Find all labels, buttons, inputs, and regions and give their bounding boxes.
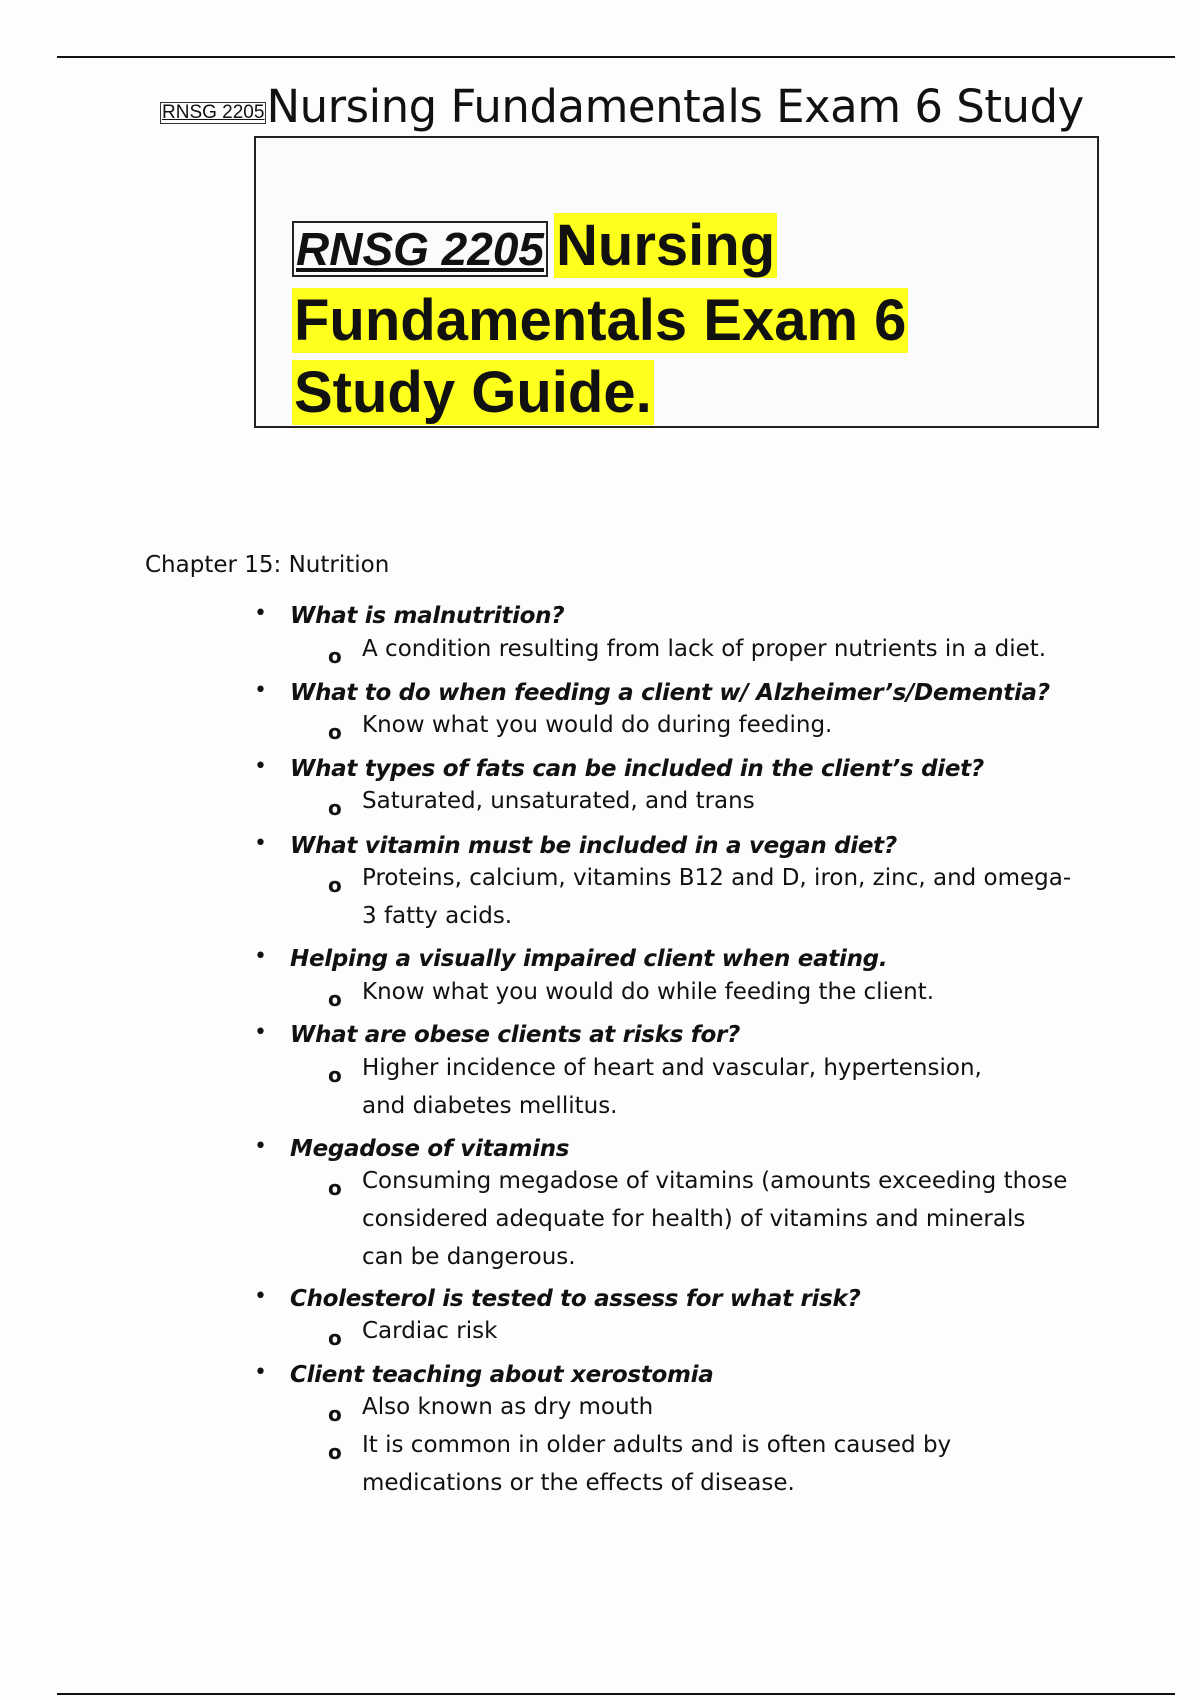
answer-text: Also known as dry mouth	[362, 1394, 654, 1420]
study-guide-title	[292, 210, 1082, 429]
question-text: Cholesterol is tested to assess for what risk?	[290, 1286, 861, 1312]
answer-text: Proteins, calcium, vitamins B12 and D, iron, zinc, and omega-	[362, 865, 1072, 891]
answer-bullet: o	[328, 1176, 342, 1200]
answer-text: It is common in older adults and is often caused by	[362, 1432, 952, 1458]
question-bullet: •	[254, 1360, 267, 1385]
answer-bullet: o	[328, 987, 342, 1011]
answer-bullet: o	[328, 720, 342, 744]
answer-text: Know what you would do during feeding.	[362, 712, 833, 738]
title-box	[254, 136, 1099, 428]
title-line-2: Fundamentals Exam 6	[294, 288, 907, 353]
question-text: Client teaching about xerostomia	[290, 1362, 714, 1388]
answer-bullet: o	[328, 796, 342, 820]
question-bullet: •	[254, 1020, 267, 1045]
question-bullet: •	[254, 944, 267, 969]
answer-text: and diabetes mellitus.	[362, 1093, 618, 1119]
answer-bullet: o	[328, 873, 342, 897]
header-course-code: RNSG 2205	[162, 102, 265, 123]
question-bullet: •	[254, 754, 267, 779]
question-bullet: •	[254, 831, 267, 856]
top-rule	[57, 56, 1175, 58]
answer-text: considered adequate for health) of vitamins and minerals	[362, 1206, 1026, 1232]
document-header	[160, 80, 1160, 133]
question-bullet: •	[254, 678, 267, 703]
question-bullet: •	[254, 601, 267, 626]
question-text: What vitamin must be included in a vegan diet?	[290, 833, 897, 859]
answer-text: Higher incidence of heart and vascular, hypertension,	[362, 1055, 982, 1081]
chapter-heading: Chapter 15: Nutrition	[145, 552, 390, 578]
question-text: Megadose of vitamins	[290, 1136, 570, 1162]
answer-text: Know what you would do while feeding the client.	[362, 979, 935, 1005]
answer-text: Saturated, unsaturated, and trans	[362, 788, 755, 814]
answer-bullet: o	[328, 1326, 342, 1350]
answer-bullet: o	[328, 1063, 342, 1087]
answer-bullet: o	[328, 644, 342, 668]
question-text: What types of fats can be included in the client’s diet?	[290, 756, 984, 782]
answer-text: can be dangerous.	[362, 1244, 576, 1270]
question-bullet: •	[254, 1134, 267, 1159]
answer-bullet: o	[328, 1440, 342, 1464]
question-text: What to do when feeding a client w/ Alzheimer’s/Dementia?	[290, 680, 1050, 706]
answer-text: A condition resulting from lack of proper nutrients in a diet.	[362, 636, 1047, 662]
question-text: What are obese clients at risks for?	[290, 1022, 741, 1048]
title-line-1: Nursing	[556, 213, 776, 278]
title-line-3: Study Guide.	[294, 360, 652, 425]
bottom-rule	[57, 1693, 1175, 1695]
header-title: Nursing Fundamentals Exam 6 Study	[266, 80, 1084, 133]
answer-text: Cardiac risk	[362, 1318, 498, 1344]
answer-text: 3 fatty acids.	[362, 903, 513, 929]
question-bullet: •	[254, 1284, 267, 1309]
question-text: What is malnutrition?	[290, 603, 565, 629]
question-text: Helping a visually impaired client when eating.	[290, 946, 888, 972]
answer-bullet: o	[328, 1402, 342, 1426]
answer-text: Consuming megadose of vitamins (amounts exceeding those	[362, 1168, 1068, 1194]
title-course-code: RNSG 2205	[292, 221, 548, 277]
answer-text: medications or the effects of disease.	[362, 1470, 795, 1496]
